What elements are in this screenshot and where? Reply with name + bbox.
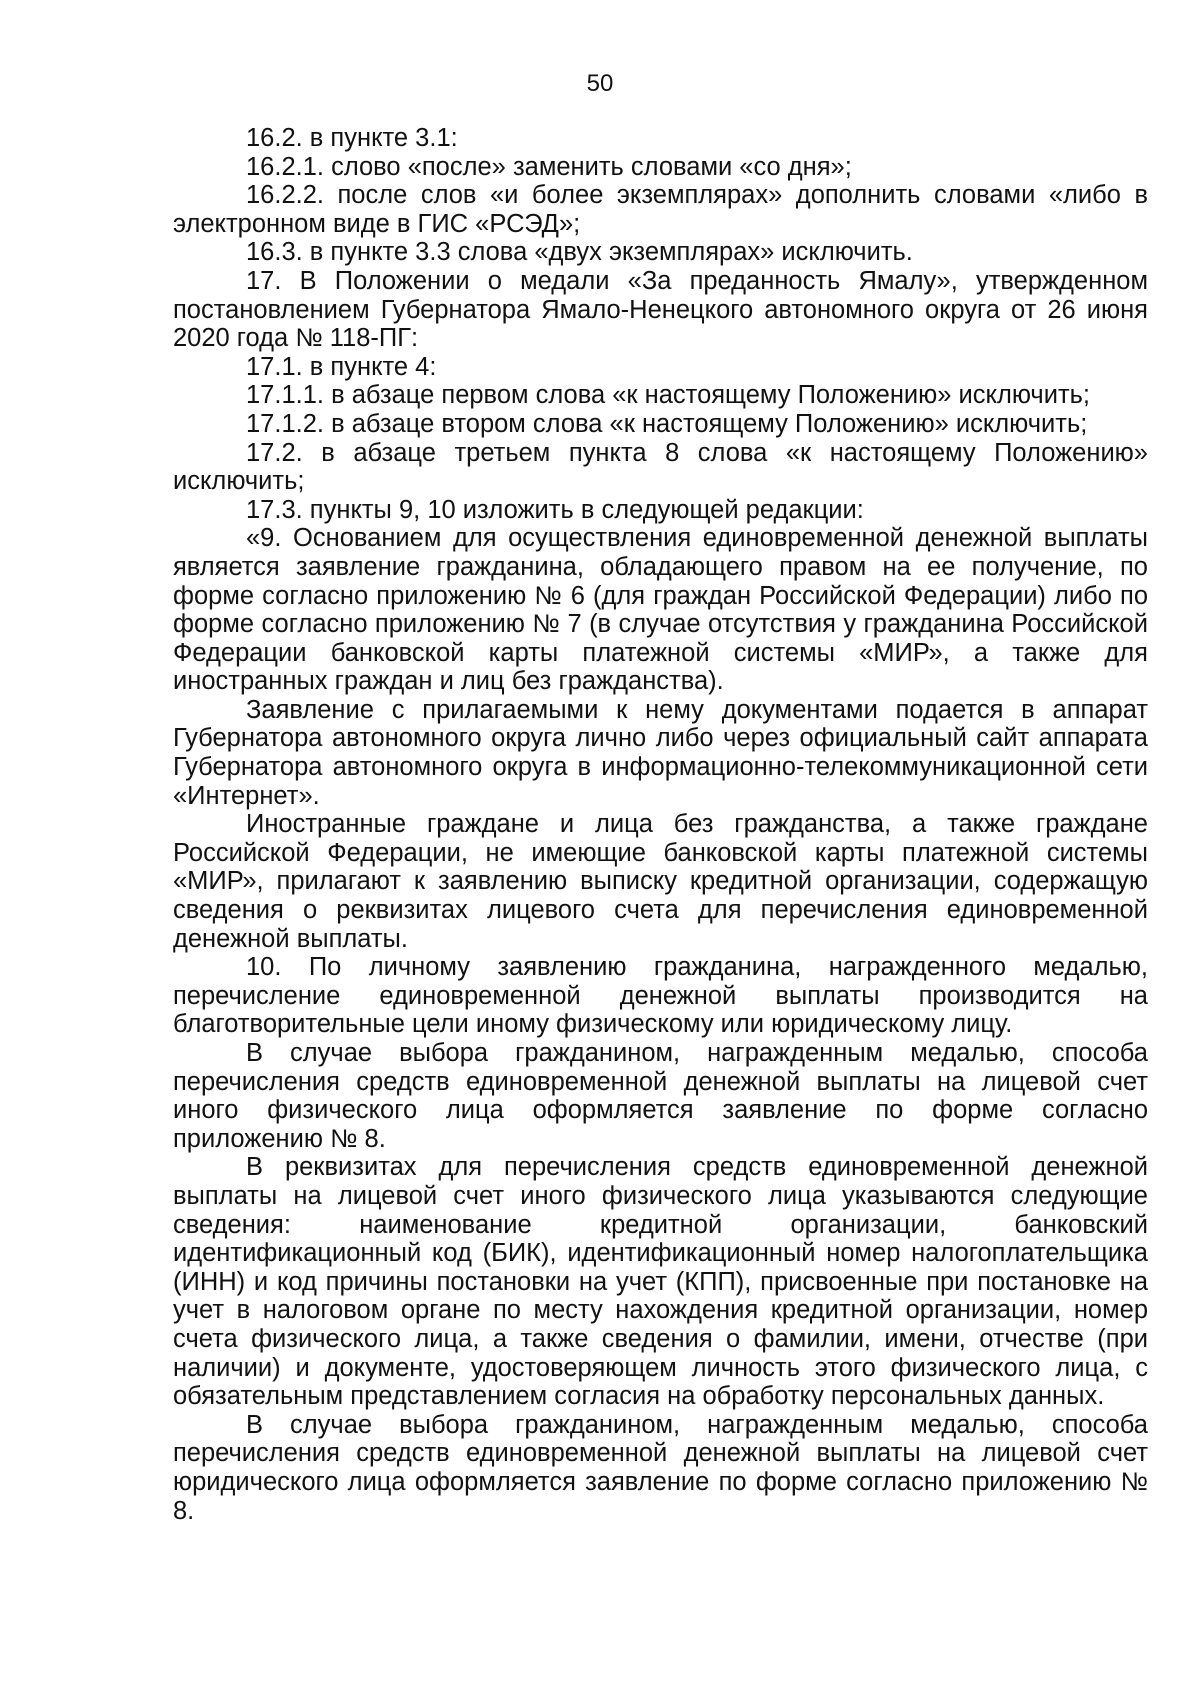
paragraph-17-2: 17.2. в абзаце третьем пункта 8 слова «к настоящему Положению» исключить; (173, 438, 1148, 496)
page-number: 50 (586, 70, 614, 97)
paragraph-17-1-1: 17.1.1. в абзаце первом слова «к настоящему Положению» исключить; (246, 381, 1091, 410)
paragraph-17-1-2: 17.1.2. в абзаце втором слова «к настоящему Положению» исключить; (246, 409, 1088, 438)
paragraph-16-2-1: 16.2.1. слово «после» заменить словами «со дня»; (246, 152, 852, 181)
paragraph-application-submission: Заявление с прилагаемыми к нему документами подается в аппарат Губернатора автономного округа лично либо через официальный сайт аппарата Губернатора автономного округа в информационно-телекоммуникационной сети «Интернет». (173, 695, 1148, 810)
paragraph-item-9: «9. Основанием для осуществления единовременной денежной выплаты является заявление гражданина, обладающего правом на ее получение, по форме согласно приложению № 6 (для граждан Российской Федерации) либо по форме согласно приложению № 7 (в случае отсутствия у гражданина Российской Федерации банковской карты платежной системы «МИР», а также для иностранных граждан и лиц без гражданства). (173, 524, 1148, 696)
paragraph-17-3: 17.3. пункты 9, 10 изложить в следующей редакции: (246, 495, 864, 524)
paragraph-foreign-citizens: Иностранные граждане и лица без гражданства, а также граждане Российской Федерации, не имеющие банковской карты платежной системы «МИР», прилагают к заявлению выписку кредитной организации, содержащую сведения о реквизитах лицевого счета для перечисления единовременной денежной выплаты. (173, 810, 1148, 953)
document-body (173, 124, 1148, 1525)
paragraph-requisites: В реквизитах для перечисления средств единовременной денежной выплаты на лицевой счет иного физического лица указываются следующие сведения: наименование кредитной организации, банковский идентификационный код (БИК), идентификационный номер налогоплательщика (ИНН) и код причины постановки на учет (КПП), присвоенные при постановке на учет в налоговом органе по месту нахождения кредитной организации, номер счета физического лица, а также сведения о фамилии, имени, отчестве (при наличии) и документе, удостоверяющем личность этого физического лица, с обязательным представлением согласия на обработку персональных данных. (173, 1153, 1148, 1411)
paragraph-16-3: 16.3. в пункте 3.3 слова «двух экземплярах» исключить. (246, 238, 913, 267)
paragraph-16-2-2: 16.2.2. после слов «и более экземплярах» дополнить словами «либо в электронном виде в ГИС «РСЭД»; (173, 181, 1148, 238)
paragraph-17: 17. В Положении о медали «За преданность Ямалу», утвержденном постановлением Губернатора Ямало-Ненецкого автономного округа от 26 июня 2020 года № 118-ПГ: (173, 266, 1148, 353)
paragraph-16-2: 16.2. в пункте 3.1: (246, 124, 458, 152)
paragraph-17-1: 17.1. в пункте 4: (246, 352, 437, 381)
paragraph-legal-entity-account: В случае выбора гражданином, награжденным медалью, способа перечисления средств единовременной денежной выплаты на лицевой счет юридического лица оформляется заявление по форме согласно приложению № 8. (173, 1410, 1148, 1525)
paragraph-item-10: 10. По личному заявлению гражданина, награжденного медалью, перечисление единовременной денежной выплаты производится на благотворительные цели иному физическому или юридическому лицу. (173, 953, 1148, 1039)
paragraph-individual-account: В случае выбора гражданином, награжденным медалью, способа перечисления средств единовременной денежной выплаты на лицевой счет иного физического лица оформляется заявление по форме согласно приложению № 8. (173, 1039, 1148, 1153)
